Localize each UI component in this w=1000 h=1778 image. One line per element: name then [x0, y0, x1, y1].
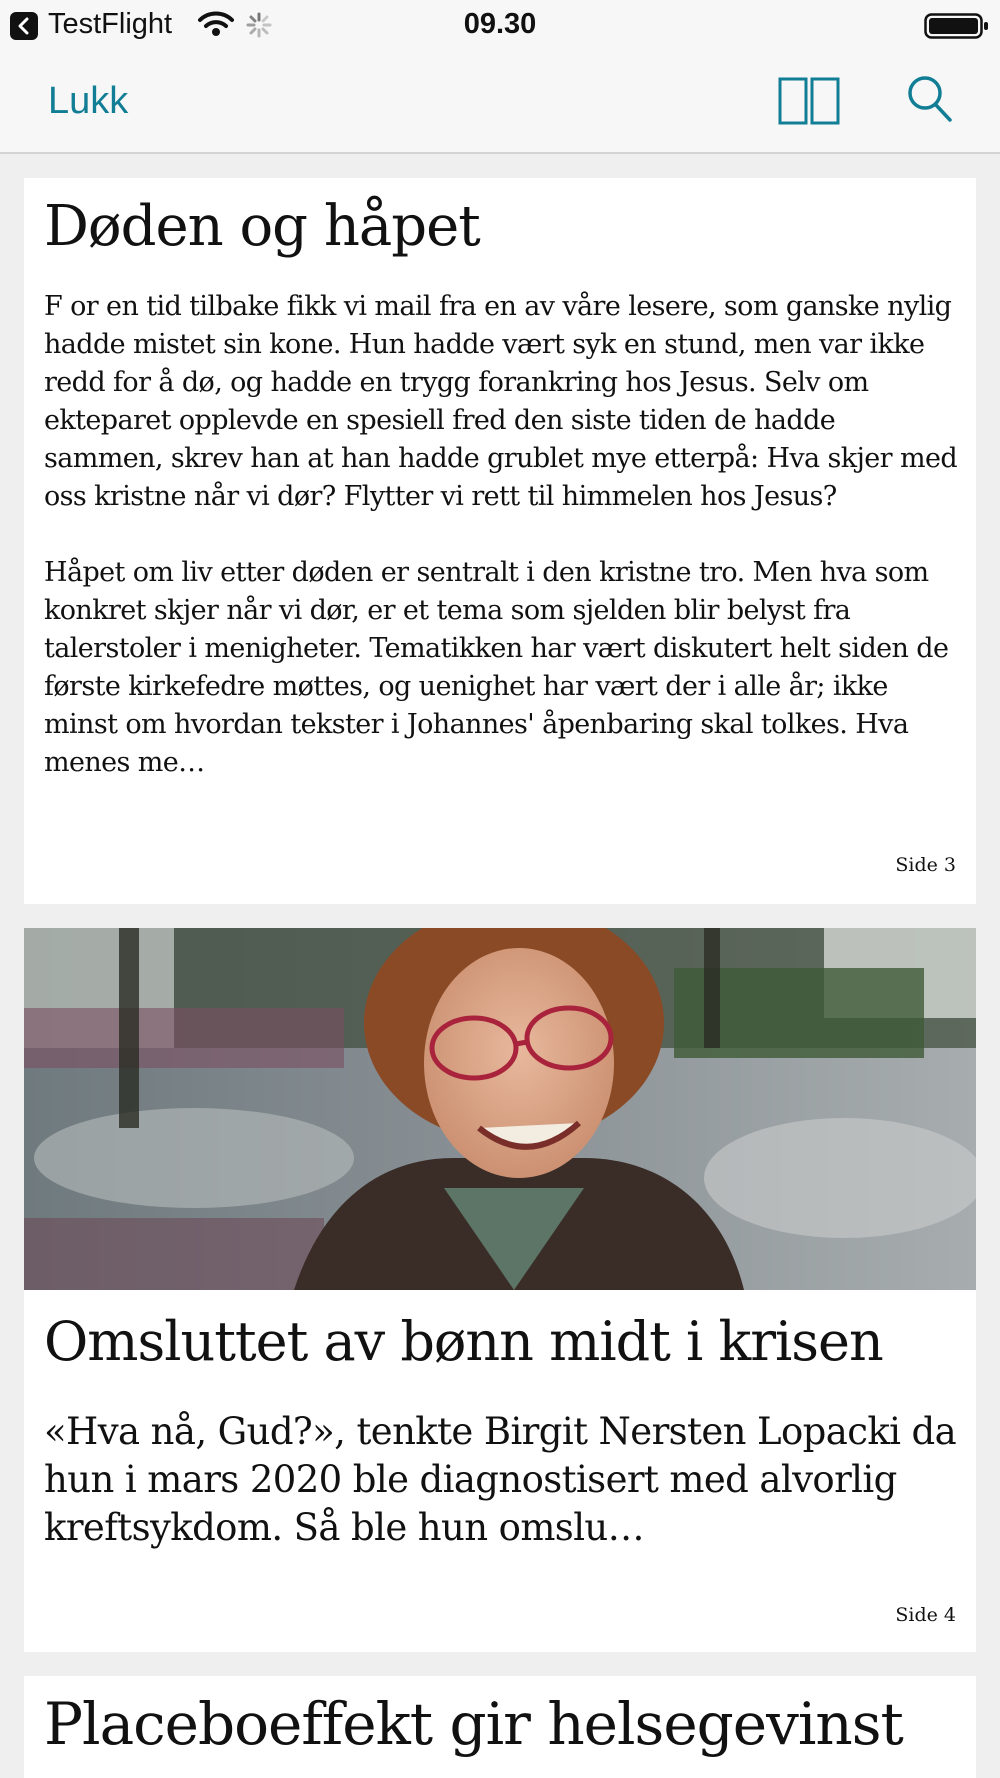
status-bar — [0, 0, 1000, 50]
article-excerpt — [24, 1408, 976, 1552]
navigation-bar — [0, 50, 1000, 154]
article-card[interactable] — [24, 178, 976, 904]
article-paragraph: Håpet om liv etter døden er sentralt i den kristne tro. Men hva som konkret skjer når vi dør, er et tema som sjelden blir belyst fra talerstoler i menigheter. Tematikken har vært diskutert helt siden de første kirkefedre møttes, og uenighet har vært der i alle år; ikke minst om hvordan tekster i Johannes' åpenbaring skal tolkes. Hva menes me… — [44, 557, 949, 778]
search-icon[interactable] — [906, 74, 954, 129]
article-excerpt — [24, 288, 976, 820]
status-time: 09.30 — [463, 8, 537, 40]
article-title: Døden og håpet — [44, 194, 480, 259]
page-view-icon[interactable] — [778, 77, 840, 130]
back-app-label[interactable]: TestFlight — [48, 8, 173, 40]
article-title: Placeboeffekt gir helsegevinst — [44, 1690, 903, 1758]
article-photo — [24, 928, 976, 1290]
article-paragraph: «Hva nå, Gud?», tenkte Birgit Nersten Lopacki da hun i mars 2020 ble diagnostisert med alvorlig kreftsykdom. Så ble hun omslu… — [44, 1410, 957, 1549]
page-number: Side 4 — [895, 1604, 956, 1626]
article-card[interactable] — [24, 1676, 976, 1778]
close-button[interactable]: Lukk — [48, 80, 129, 122]
article-card[interactable] — [24, 928, 976, 1652]
article-paragraph: F or en tid tilbake fikk vi mail fra en av våre lesere, som ganske nylig hadde mistet sin kone. Hun hadde vært syk en stund, men var ikke redd for å dø, og hadde en trygg forankring hos Jesus. Selv om ekteparet opplevde en spesiell fred den siste tiden de hadde sammen, skrev han at han hadde grublet mye etterpå: Hva skjer med oss kristne når vi dør? Flytter vi rett til himmelen hos Jesus? — [44, 291, 958, 512]
article-title: Omsluttet av bønn midt i krisen — [44, 1310, 883, 1373]
page-number: Side 3 — [895, 854, 956, 876]
battery-icon — [924, 12, 990, 45]
